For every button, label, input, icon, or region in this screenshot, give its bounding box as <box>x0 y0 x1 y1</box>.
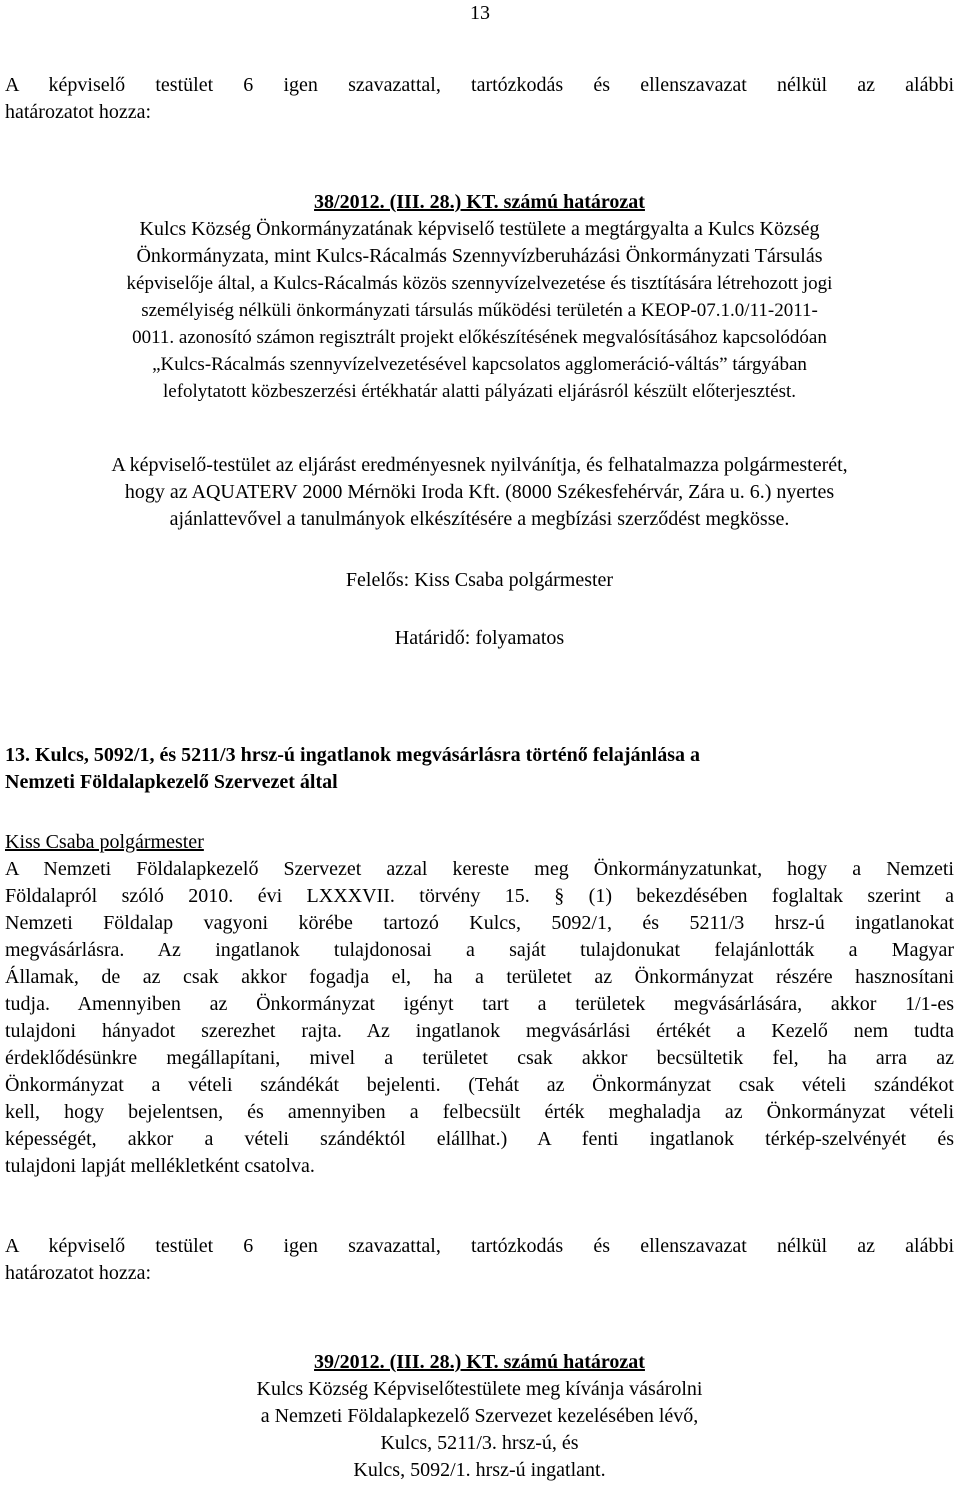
agenda-item-13-body <box>5 829 954 1180</box>
body-line: Államak, de az csak akkor fogadja el, ha a területet az Önkormányzat részére hasznosítani <box>5 966 954 988</box>
vote-line: A képviselő testület 6 igen szavazattal, tartózkodás és ellenszavazat nélkül az alábbi <box>5 1235 954 1257</box>
resolution-39 <box>5 1349 954 1484</box>
resolution-line: „Kulcs-Rácalmás szennyvízelvezetésével kapcsolatos agglomeráció-váltás” tárgyában <box>152 354 807 375</box>
resolution-line: Kulcs, 5092/1. hrsz-ú ingatlant. <box>353 1459 606 1481</box>
page-number: 13 <box>470 2 490 24</box>
body-line: Önkormányzat a vételi szándékát bejelenti. (Tehát az Önkormányzat csak vételi szándékot <box>5 1074 954 1096</box>
vote-line: határozatot hozza: <box>5 101 152 123</box>
agenda-heading-line: Nemzeti Földalapkezelő Szervezet által <box>5 771 338 793</box>
body-line: tudja. Amennyiben az Önkormányzat igényt tart a területek megvásárlására, akkor 1/1-es <box>5 993 954 1015</box>
decision-line: hogy az AQUATERV 2000 Mérnöki Iroda Kft. (8000 Székesfehérvár, Zára u. 6.) nyertes <box>124 481 835 503</box>
resolution-line: a Nemzeti Földalapkezelő Szervezet kezelésében lévő, <box>260 1405 699 1427</box>
body-line: Nemzeti Földalap vagyoni körébe tartozó Kulcs, 5092/1, és 5211/3 hrsz-ú ingatlanokat <box>5 912 954 934</box>
resolution-line: képviselője által, a Kulcs-Rácalmás közös szennyvízelvezetése és tisztítására létrehozott jogi <box>126 273 833 294</box>
body-line: kell, hogy bejelentsen, és amennyiben a felbecsült érték meghaladja az Önkormányzat vételi <box>5 1101 954 1123</box>
speaker-name: Kiss Csaba polgármester <box>5 831 204 853</box>
responsible-person: Felelős: Kiss Csaba polgármester <box>345 569 614 591</box>
decision-line: A képviselő-testület az eljárást eredményesnek nyilvánítja, és felhatalmazza polgármesterét, <box>111 454 848 476</box>
body-line: képességét, akkor a vételi szándéktól elállhat.) A fenti ingatlanok térkép-szelvényét és <box>5 1128 954 1150</box>
decision-line: ajánlattevővel a tanulmányok elkészítésére a megbízási szerződést megkösse. <box>169 508 790 530</box>
resolution-38 <box>5 189 954 405</box>
resolution-line: lefolytatott közbeszerzési értékhatár alatti pályázati eljárásról készült előterjesztést. <box>162 381 797 402</box>
agenda-heading-line: 13. Kulcs, 5092/1, és 5211/3 hrsz-ú ingatlanok megvásárlásra történő felajánlása a <box>5 744 700 766</box>
resolution-title: 38/2012. (III. 28.) KT. számú határozat <box>314 191 645 213</box>
resolution-line: 0011. azonosító számon regisztrált projekt előkészítésének megvalósításához kapcsolódóan <box>132 327 827 348</box>
body-line: tulajdoni hányadot szerezhet rajta. Az ingatlanok megvásárlási értékét a Kezelő nem tudta <box>5 1020 954 1042</box>
agenda-item-13-heading <box>5 742 954 796</box>
resolution-line: Kulcs, 5211/3. hrsz-ú, és <box>380 1432 579 1454</box>
body-line: Földalapról szóló 2010. évi LXXXVII. törvény 15. § (1) bekezdésében foglaltak szerint a <box>5 885 954 907</box>
body-line: megvásárlásra. Az ingatlanok tulajdonosai a saját tulajdonukat felajánlották a Magyar <box>5 939 954 961</box>
resolution-line: Önkormányzata, mint Kulcs-Rácalmás Szennyvízberuházási Önkormányzati Társulás <box>136 245 823 267</box>
resolution-line: Kulcs Község Képviselőtestülete meg kívánja vásárolni <box>256 1378 703 1400</box>
vote-line: határozatot hozza: <box>5 1262 152 1284</box>
resolution-line: Kulcs Község Önkormányzatának képviselő testülete a megtárgyalta a Kulcs Község <box>139 218 820 240</box>
deadline: Határidő: folyamatos <box>394 627 565 649</box>
resolution-38-decision <box>5 452 954 533</box>
body-line: érdeklődésünkre megállapítani, mivel a területet csak akkor becsültetik fel, ha arra az <box>5 1047 954 1069</box>
vote-statement-1 <box>5 72 954 126</box>
body-line: tulajdoni lapját mellékletként csatolva. <box>5 1155 315 1177</box>
vote-statement-2 <box>5 1233 954 1287</box>
body-line: A Nemzeti Földalapkezelő Szervezet azzal kereste meg Önkormányzatunkat, hogy a Nemzeti <box>5 858 954 880</box>
resolution-line: személyiség nélküli önkormányzati társulás működési területén a KEOP-07.1.0/11-2011- <box>141 300 818 321</box>
vote-line: A képviselő testület 6 igen szavazattal, tartózkodás és ellenszavazat nélkül az alábbi <box>5 74 954 96</box>
resolution-title: 39/2012. (III. 28.) KT. számú határozat <box>314 1351 645 1373</box>
